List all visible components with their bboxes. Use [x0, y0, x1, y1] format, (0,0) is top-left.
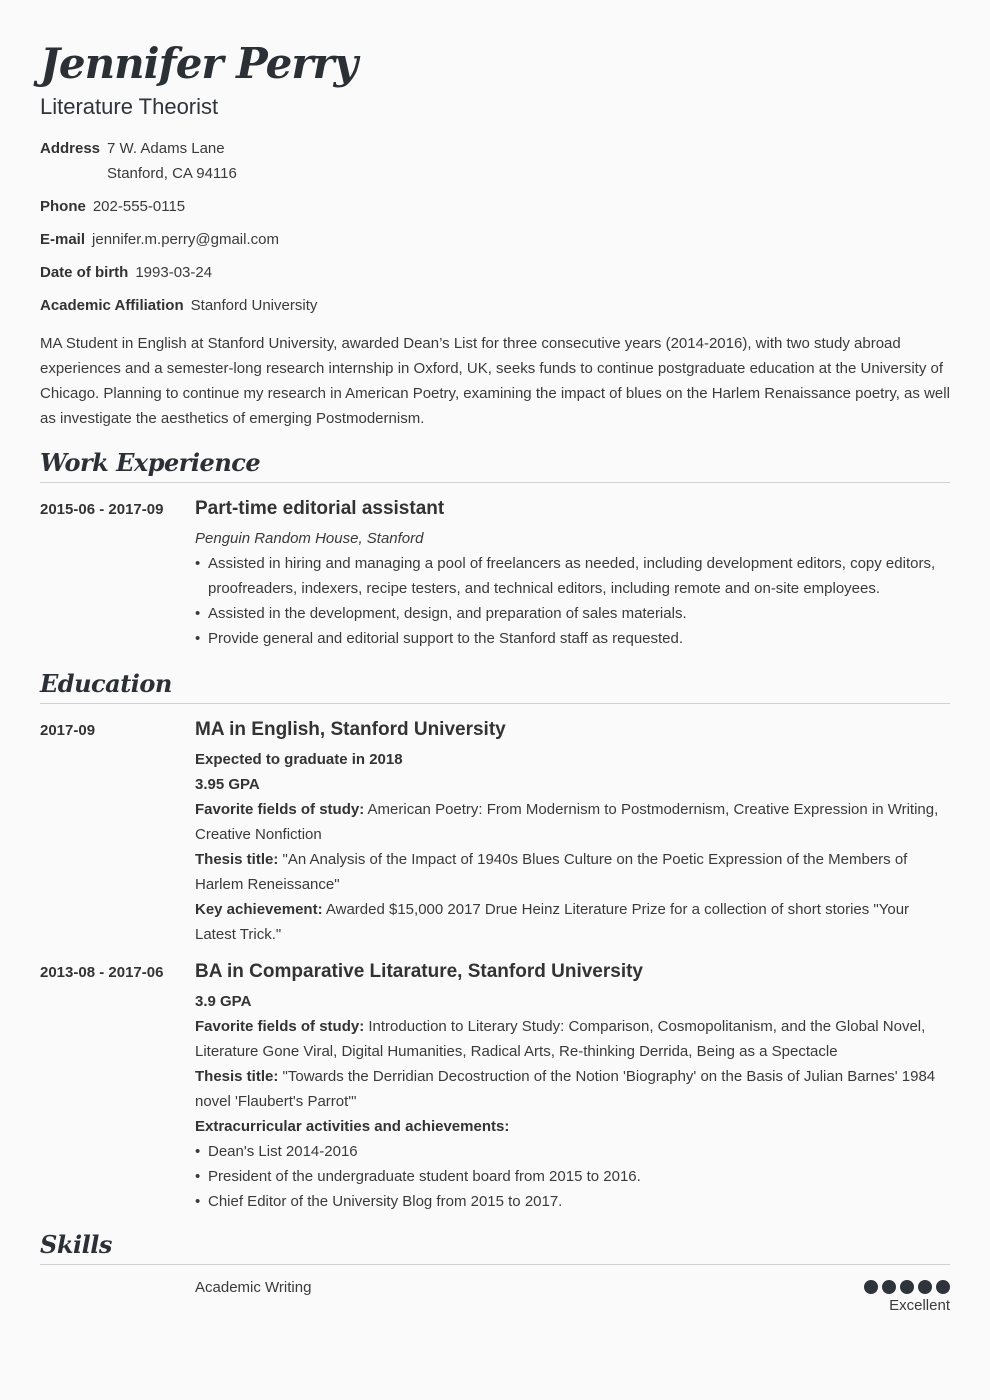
list-item: • President of the undergraduate student board from 2015 to 2016. [195, 1164, 950, 1189]
thesis [195, 1064, 950, 1114]
achievement-label: Key achievement: [195, 901, 323, 918]
thesis-value: "An Analysis of the Impact of 1940s Blues Culture on the Poetic Expression of the Members of Harlem Reneissance" [195, 851, 908, 893]
rating-dot [936, 1280, 950, 1294]
rating-dot [918, 1280, 932, 1294]
extracurricular-label: Extracurricular activities and achievements: [195, 1118, 510, 1135]
list-item: • Assisted in hiring and managing a pool of freelancers as needed, including development editors, copy editors, proofreaders, indexers, recipe testers, and technical editors, including remote and on-site employees. [195, 551, 950, 601]
key-achievement [195, 897, 950, 947]
list-item: • Dean's List 2014-2016 [195, 1139, 950, 1164]
contact-address [40, 136, 950, 186]
dob-value: 1993-03-24 [135, 264, 213, 281]
thesis-value: "Towards the Derridian Decostruction of the Notion 'Biography' on the Basis of Julian Barnes' 1984 novel 'Flaubert's Parrot'" [195, 1068, 936, 1110]
education-entry-ma [40, 715, 950, 947]
job-duties-list [195, 551, 950, 651]
email-label: E-mail [40, 231, 86, 248]
fields-label: Favorite fields of study: [195, 801, 365, 818]
candidate-name: Jennifer Perry [40, 39, 357, 88]
phone-value: 202-555-0115 [92, 198, 186, 215]
thesis-label: Thesis title: [195, 1068, 279, 1085]
skill-rating-dots [864, 1280, 950, 1294]
extracurricular-list [195, 1139, 950, 1214]
fields-of-study [195, 1014, 950, 1064]
skill-level [864, 1277, 950, 1317]
work-section [40, 446, 950, 651]
section-divider [40, 1264, 950, 1265]
education-section [40, 667, 950, 1214]
list-item: • Provide general and editorial support to the Stanford staff as requested. [195, 626, 950, 651]
affiliation-value: Stanford University [190, 297, 318, 314]
thesis [195, 847, 950, 897]
dob-label: Date of birth [40, 264, 129, 281]
email-value[interactable]: jennifer.m.perry@gmail.com [92, 231, 279, 248]
education-entry-ba [40, 957, 950, 1214]
candidate-role: Literature Theorist [40, 94, 219, 119]
work-heading: Work Experience [40, 448, 261, 477]
section-divider [40, 703, 950, 704]
skill-row [40, 1277, 950, 1317]
education-heading: Education [40, 669, 172, 698]
thesis-label: Thesis title: [195, 851, 279, 868]
achievement-value: Awarded $15,000 2017 Drue Heinz Literature Prize for a collection of short stories "Your Latest Trick." [195, 901, 910, 943]
rating-dot [900, 1280, 914, 1294]
contact-dob [40, 260, 950, 285]
rating-dot [864, 1280, 878, 1294]
gpa: 3.9 GPA [195, 993, 252, 1010]
work-date: 2015-06 - 2017-09 [40, 501, 164, 518]
degree-title: BA in Comparative Litarature, Stanford University [195, 961, 644, 982]
phone-label: Phone [40, 198, 86, 215]
list-item: • Chief Editor of the University Blog from 2015 to 2017. [195, 1189, 950, 1214]
fields-value: Introduction to Literary Study: Comparison, Cosmopolitanism, and the Global Novel, Literature Gone Viral, Digital Humanities, Radical Arts, Re-thinking Derrida, Being as a Spectacle [195, 1018, 926, 1060]
degree-title: MA in English, Stanford University [195, 719, 506, 740]
address-line2: Stanford, CA 94116 [107, 165, 237, 182]
job-title: Part-time editorial assistant [195, 498, 445, 519]
gpa: 3.95 GPA [195, 776, 260, 793]
work-entry [40, 494, 950, 651]
affiliation-label: Academic Affiliation [40, 297, 184, 314]
contact-affiliation [40, 293, 950, 318]
contact-phone [40, 194, 950, 219]
profile-summary: MA Student in English at Stanford University, awarded Dean’s List for three consecutive years (2014-2016), with two study abroad experiences and a semester-long research internship in Oxford, UK, seeks funds to continue postgraduate education at the University of Chicago. Planning to continue my research in American Poetry, examining the impact of blues on the Harlem Renaissance poetry, as well as investigate the aesthetics of emerging Postmodernism. [40, 335, 950, 427]
fields-of-study [195, 797, 950, 847]
education-date: 2013-08 - 2017-06 [40, 964, 164, 981]
contact-block [40, 136, 950, 318]
address-label: Address [40, 140, 101, 157]
contact-email [40, 227, 950, 252]
rating-dot [882, 1280, 896, 1294]
fields-value: American Poetry: From Modernism to Postmodernism, Creative Expression in Writing, Creative Nonfiction [195, 801, 939, 843]
section-divider [40, 482, 950, 483]
skill-level-text: Excellent [889, 1297, 950, 1314]
education-date: 2017-09 [40, 722, 96, 739]
fields-label: Favorite fields of study: [195, 1018, 365, 1035]
address-line1: 7 W. Adams Lane [107, 140, 225, 157]
expected-graduation: Expected to graduate in 2018 [195, 751, 403, 768]
list-item: • Assisted in the development, design, and preparation of sales materials. [195, 601, 950, 626]
skill-name: Academic Writing [195, 1279, 312, 1296]
skills-heading: Skills [40, 1230, 112, 1259]
job-company: Penguin Random House, Stanford [195, 530, 424, 547]
skills-section [40, 1228, 950, 1317]
